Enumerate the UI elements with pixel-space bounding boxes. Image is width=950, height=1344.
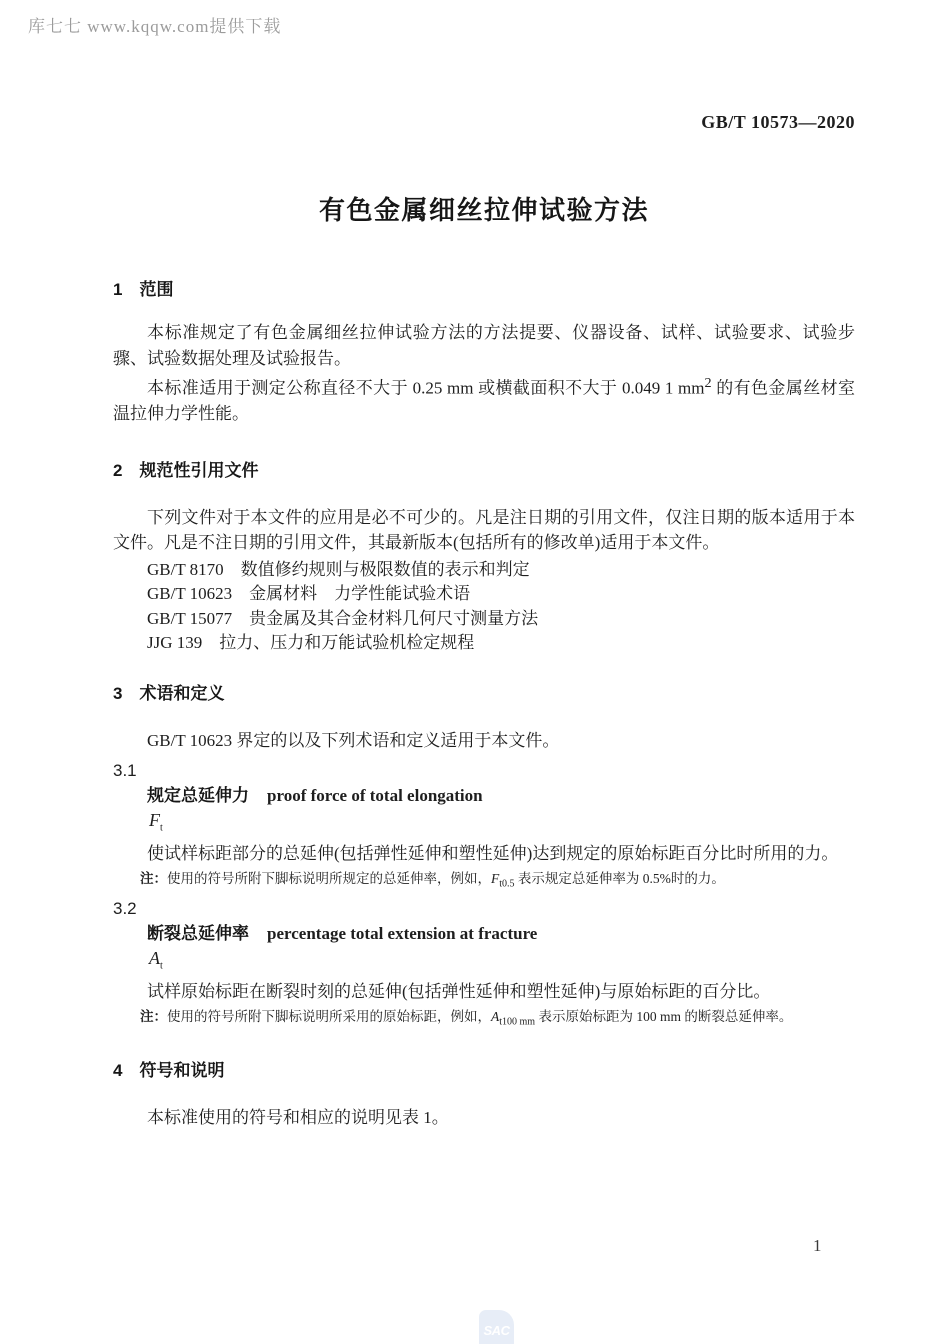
term-3-1-symbol bbox=[113, 808, 855, 841]
term-3-1-note bbox=[113, 866, 855, 897]
note-text-a: 使用的符号所附下脚标说明所规定的总延伸率，例如， bbox=[167, 870, 491, 886]
sac-logo bbox=[479, 1310, 514, 1344]
normative-references-paragraph: 下列文件对于本文件的应用是必不可少的。凡是注日期的引用文件，仅注日期的版本适用于本文件。凡是不注日期的引用文件，其最新版本(包括所有的修改单)适用于本文件。 bbox=[113, 507, 855, 553]
symbols-intro-paragraph: 本标准使用的符号和相应的说明见表 1。 bbox=[147, 1107, 449, 1127]
term-3-1-definition: 使试样标距部分的总延伸(包括弹性延伸和塑性延伸)达到规定的原始标距百分比时所用的力。 bbox=[147, 843, 839, 863]
term-3-2-definition: 试样原始标距在断裂时刻的总延伸(包括弹性延伸和塑性延伸)与原始标距的百分比。 bbox=[147, 982, 771, 1002]
reference-item: GB/T 10623 金属材料 力学性能试验术语 bbox=[147, 584, 471, 604]
symbol-subscript: t bbox=[160, 961, 163, 973]
symbol-letter: A bbox=[149, 948, 160, 969]
note-symbol-letter: A bbox=[491, 1009, 500, 1025]
scope-paragraph-1: 本标准规定了有色金属细丝拉伸试验方法的方法提要、仪器设备、试样、试验要求、试验步骤、试验数据处理及试验报告。 bbox=[113, 323, 855, 368]
term-3-1 bbox=[113, 783, 855, 808]
sac-logo-text: SAC bbox=[483, 1322, 510, 1338]
note-symbol-subscript: t0.5 bbox=[499, 878, 515, 890]
section-1-heading: 1 范围 bbox=[113, 280, 174, 299]
term-3-2 bbox=[113, 921, 855, 946]
reference-item: GB/T 15077 贵金属及其合金材料几何尺寸测量方法 bbox=[147, 608, 539, 628]
squared-superscript: 2 bbox=[704, 375, 712, 391]
symbol-letter: F bbox=[149, 810, 160, 831]
document-title: 有色金属细丝拉伸试验方法 bbox=[318, 195, 649, 225]
term-3-1-english: proof force of total elongation bbox=[267, 786, 483, 806]
symbol-subscript: t bbox=[160, 822, 163, 834]
scope-paragraph-2 bbox=[113, 371, 855, 427]
term-3-2-symbol bbox=[113, 946, 855, 979]
scope-paragraph-2-text-a: 本标准适用于测定公称直径不大于 0.25 mm 或横截面积不大于 0.049 1 mm bbox=[147, 378, 705, 398]
page-number: 1 bbox=[813, 1236, 822, 1255]
reference-item: GB/T 8170 数值修约规则与极限数值的表示和判定 bbox=[147, 559, 530, 579]
note-text-a: 使用的符号所附下脚标说明所采用的原始标距，例如， bbox=[167, 1009, 491, 1025]
terms-intro-paragraph: GB/T 10623 界定的以及下列术语和定义适用于本文件。 bbox=[147, 730, 560, 750]
term-3-1-chinese: 规定总延伸力 bbox=[147, 786, 249, 806]
site-watermark-text: 库七七 www.kqqw.com提供下载 bbox=[28, 17, 282, 36]
note-symbol-subscript: t100 mm bbox=[499, 1016, 536, 1028]
section-4-heading: 4 符号和说明 bbox=[113, 1060, 225, 1080]
reference-item: JJG 139 拉力、压力和万能试验机检定规程 bbox=[147, 633, 475, 653]
clause-number-3-1: 3.1 bbox=[113, 761, 137, 781]
term-3-2-english: percentage total extension at fracture bbox=[267, 924, 538, 944]
scope-paragraph-2-text-b: 的有色金属丝材室温拉伸力学性能。 bbox=[113, 378, 855, 424]
note-label: 注： bbox=[140, 870, 167, 886]
document-body bbox=[113, 277, 855, 1130]
note-symbol-letter: F bbox=[491, 870, 500, 886]
term-3-2-note bbox=[113, 1004, 855, 1035]
note-text-b: 表示规定总延伸率为 0.5%时的力。 bbox=[514, 870, 725, 886]
note-label: 注： bbox=[140, 1009, 167, 1025]
section-3-heading: 3 术语和定义 bbox=[113, 683, 225, 703]
reference-list bbox=[113, 558, 855, 656]
clause-number-3-2: 3.2 bbox=[113, 899, 137, 919]
standard-number: GB/T 10573—2020 bbox=[701, 112, 855, 132]
note-text-b: 表示原始标距为 100 mm 的断裂总延伸率。 bbox=[535, 1009, 793, 1025]
term-3-2-chinese: 断裂总延伸率 bbox=[147, 924, 249, 944]
section-2-heading: 2 规范性引用文件 bbox=[113, 460, 259, 480]
